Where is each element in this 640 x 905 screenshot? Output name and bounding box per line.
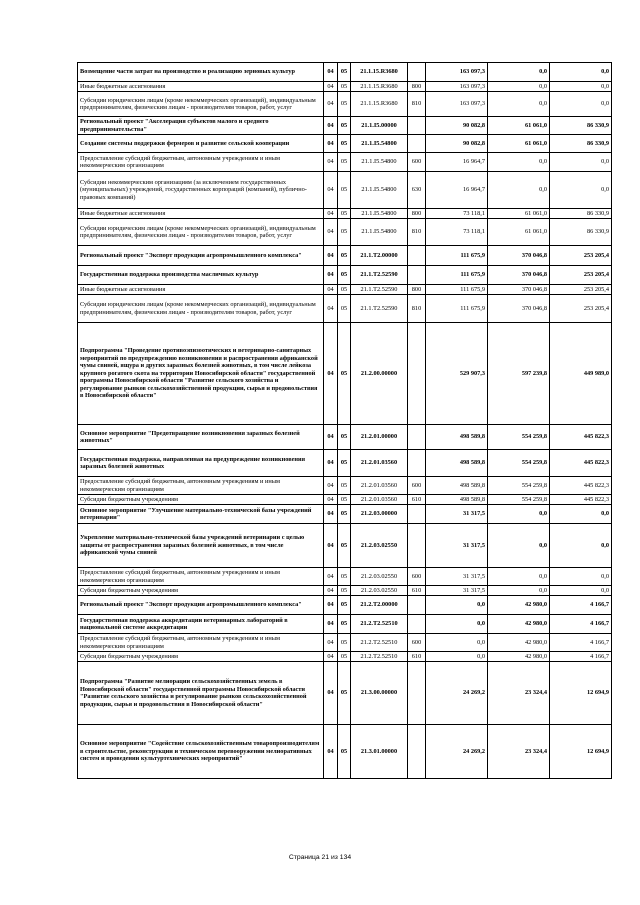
amount-year-2: 23 324,4 bbox=[488, 662, 550, 725]
target-article-code: 21.2.01.03560 bbox=[351, 477, 408, 495]
amount-year-1: 90 082,8 bbox=[426, 117, 488, 135]
expense-type-code: 810 bbox=[408, 92, 426, 117]
row-name: Иные бюджетные ассигнования bbox=[78, 82, 324, 92]
expense-type-code: 600 bbox=[408, 568, 426, 586]
amount-year-1: 498 589,8 bbox=[426, 425, 488, 450]
target-article-code: 21.1.T2.00000 bbox=[351, 246, 408, 266]
table-row bbox=[78, 652, 612, 662]
amount-year-1: 24 269,2 bbox=[426, 725, 488, 779]
target-article-code: 21.1.15.R3680 bbox=[351, 63, 408, 82]
amount-year-3: 4 166,7 bbox=[550, 596, 612, 615]
amount-year-2: 42 980,0 bbox=[488, 634, 550, 652]
amount-year-3: 0,0 bbox=[550, 153, 612, 172]
amount-year-2: 61 061,0 bbox=[488, 219, 550, 246]
expense-type-code: 610 bbox=[408, 652, 426, 662]
expense-type-code bbox=[408, 524, 426, 568]
amount-year-2: 0,0 bbox=[488, 153, 550, 172]
subsection-code: 05 bbox=[338, 652, 351, 662]
target-article-code: 21.1.T2.52590 bbox=[351, 295, 408, 323]
amount-year-3: 12 694,9 bbox=[550, 662, 612, 725]
subsection-code: 05 bbox=[338, 634, 351, 652]
amount-year-2: 42 980,0 bbox=[488, 596, 550, 615]
amount-year-3: 86 330,9 bbox=[550, 135, 612, 153]
target-article-code: 21.2.01.03560 bbox=[351, 495, 408, 505]
row-name: Региональный проект "Экспорт продукции агропромышленного комплекса" bbox=[78, 596, 324, 615]
subsection-code: 05 bbox=[338, 505, 351, 524]
amount-year-2: 370 046,8 bbox=[488, 266, 550, 285]
amount-year-3: 445 822,3 bbox=[550, 425, 612, 450]
section-code: 04 bbox=[324, 63, 338, 82]
subsection-code: 05 bbox=[338, 615, 351, 634]
subsection-code: 05 bbox=[338, 285, 351, 295]
section-code: 04 bbox=[324, 153, 338, 172]
amount-year-2: 554 259,8 bbox=[488, 425, 550, 450]
subsection-code: 05 bbox=[338, 568, 351, 586]
amount-year-1: 31 317,5 bbox=[426, 586, 488, 596]
table-row bbox=[78, 117, 612, 135]
table-row bbox=[78, 295, 612, 323]
section-code: 04 bbox=[324, 662, 338, 725]
amount-year-3: 0,0 bbox=[550, 505, 612, 524]
target-article-code: 21.2.T2.52510 bbox=[351, 652, 408, 662]
row-name: Основное мероприятие "Улучшение материально-технической базы учреждений ветеринарии" bbox=[78, 505, 324, 524]
amount-year-1: 73 118,1 bbox=[426, 219, 488, 246]
table-row bbox=[78, 153, 612, 172]
expense-type-code bbox=[408, 725, 426, 779]
target-article-code: 21.1.I5.54800 bbox=[351, 172, 408, 209]
section-code: 04 bbox=[324, 135, 338, 153]
table-row bbox=[78, 135, 612, 153]
amount-year-2: 554 259,8 bbox=[488, 477, 550, 495]
expense-type-code bbox=[408, 615, 426, 634]
amount-year-3: 0,0 bbox=[550, 568, 612, 586]
section-code: 04 bbox=[324, 285, 338, 295]
amount-year-1: 16 964,7 bbox=[426, 172, 488, 209]
table-row bbox=[78, 425, 612, 450]
amount-year-3: 4 166,7 bbox=[550, 634, 612, 652]
amount-year-1: 498 589,8 bbox=[426, 495, 488, 505]
subsection-code: 05 bbox=[338, 246, 351, 266]
amount-year-2: 61 061,0 bbox=[488, 209, 550, 219]
section-code: 04 bbox=[324, 596, 338, 615]
section-code: 04 bbox=[324, 568, 338, 586]
amount-year-3: 253 205,4 bbox=[550, 285, 612, 295]
budget-table bbox=[77, 62, 612, 779]
row-name: Предоставление субсидий бюджетным, автономным учреждениям и иным некоммерческим организациям bbox=[78, 634, 324, 652]
subsection-code: 05 bbox=[338, 63, 351, 82]
expense-type-code: 600 bbox=[408, 153, 426, 172]
subsection-code: 05 bbox=[338, 323, 351, 425]
row-name: Предоставление субсидий бюджетным, автономным учреждениям и иным некоммерческим организациям bbox=[78, 153, 324, 172]
section-code: 04 bbox=[324, 615, 338, 634]
row-name: Государственная поддержка, направленная на предупреждение возникновения заразных болезней животных bbox=[78, 450, 324, 477]
amount-year-1: 163 097,3 bbox=[426, 82, 488, 92]
amount-year-3: 253 205,4 bbox=[550, 266, 612, 285]
amount-year-3: 4 166,7 bbox=[550, 652, 612, 662]
amount-year-3: 86 330,9 bbox=[550, 209, 612, 219]
amount-year-2: 61 061,0 bbox=[488, 117, 550, 135]
amount-year-1: 163 097,3 bbox=[426, 92, 488, 117]
row-name: Субсидии некоммерческим организациям (за исключением государственных (муниципальных) учреждений, государственных корпораций (компаний), публично-правовых компаний) bbox=[78, 172, 324, 209]
subsection-code: 05 bbox=[338, 172, 351, 209]
amount-year-1: 111 675,9 bbox=[426, 285, 488, 295]
amount-year-1: 0,0 bbox=[426, 652, 488, 662]
target-article-code: 21.1.15.R3680 bbox=[351, 92, 408, 117]
amount-year-2: 0,0 bbox=[488, 568, 550, 586]
row-name: Субсидии бюджетным учреждениям bbox=[78, 652, 324, 662]
table-row bbox=[78, 662, 612, 725]
target-article-code: 21.1.I5.54800 bbox=[351, 209, 408, 219]
row-name: Подпрограмма "Проведение противоэпизоотических и ветеринарно-санитарных мероприятий по предупреждению возникновения и распространения африканской чумы свиней, ящура и других заразных болезней животных, в том числе лейкоза крупного рогатого скота на территории Новосибирской области" государственной программы Новосибирской области "Развитие сельского хозяйства и регулирование рынков сельскохозяйственной продукции, сырья и продовольствия в Новосибирской области" bbox=[78, 323, 324, 425]
amount-year-3: 0,0 bbox=[550, 63, 612, 82]
section-code: 04 bbox=[324, 117, 338, 135]
target-article-code: 21.1.T2.52590 bbox=[351, 266, 408, 285]
amount-year-2: 0,0 bbox=[488, 172, 550, 209]
table-row bbox=[78, 219, 612, 246]
expense-type-code bbox=[408, 63, 426, 82]
target-article-code: 21.2.T2.52510 bbox=[351, 615, 408, 634]
subsection-code: 05 bbox=[338, 92, 351, 117]
amount-year-1: 0,0 bbox=[426, 596, 488, 615]
amount-year-3: 445 822,3 bbox=[550, 477, 612, 495]
row-name: Государственная поддержка аккредитации ветеринарных лабораторий в национальной системе аккредитации bbox=[78, 615, 324, 634]
subsection-code: 05 bbox=[338, 117, 351, 135]
target-article-code: 21.1.I5.54800 bbox=[351, 153, 408, 172]
subsection-code: 05 bbox=[338, 82, 351, 92]
subsection-code: 05 bbox=[338, 450, 351, 477]
expense-type-code bbox=[408, 266, 426, 285]
subsection-code: 05 bbox=[338, 524, 351, 568]
amount-year-3: 0,0 bbox=[550, 92, 612, 117]
amount-year-3: 0,0 bbox=[550, 524, 612, 568]
table-row bbox=[78, 92, 612, 117]
table-row bbox=[78, 285, 612, 295]
expense-type-code: 610 bbox=[408, 495, 426, 505]
section-code: 04 bbox=[324, 172, 338, 209]
row-name: Иные бюджетные ассигнования bbox=[78, 285, 324, 295]
table-row bbox=[78, 495, 612, 505]
row-name: Иные бюджетные ассигнования bbox=[78, 209, 324, 219]
amount-year-1: 498 589,8 bbox=[426, 450, 488, 477]
table-row bbox=[78, 615, 612, 634]
document-page bbox=[77, 62, 611, 779]
section-code: 04 bbox=[324, 505, 338, 524]
expense-type-code: 610 bbox=[408, 586, 426, 596]
target-article-code: 21.2.01.00000 bbox=[351, 425, 408, 450]
table-row bbox=[78, 82, 612, 92]
section-code: 04 bbox=[324, 477, 338, 495]
subsection-code: 05 bbox=[338, 586, 351, 596]
expense-type-code: 800 bbox=[408, 285, 426, 295]
amount-year-1: 498 589,8 bbox=[426, 477, 488, 495]
amount-year-2: 370 046,8 bbox=[488, 285, 550, 295]
table-row bbox=[78, 172, 612, 209]
amount-year-1: 163 097,3 bbox=[426, 63, 488, 82]
subsection-code: 05 bbox=[338, 209, 351, 219]
table-row bbox=[78, 586, 612, 596]
amount-year-2: 370 046,8 bbox=[488, 295, 550, 323]
amount-year-3: 0,0 bbox=[550, 586, 612, 596]
table-row bbox=[78, 568, 612, 586]
expense-type-code bbox=[408, 246, 426, 266]
table-row bbox=[78, 63, 612, 82]
section-code: 04 bbox=[324, 209, 338, 219]
amount-year-3: 12 694,9 bbox=[550, 725, 612, 779]
row-name: Основное мероприятие "Содействие сельскохозяйственным товаропроизводителям в строительстве, реконструкции и техническом перевооружении мелиоративных систем и проведении культуртехнических мероприятий" bbox=[78, 725, 324, 779]
amount-year-2: 0,0 bbox=[488, 524, 550, 568]
row-name: Подпрограмма "Развитие мелиорации сельскохозяйственных земель в Новосибирской области" государственной программы Новосибирской области "Развитие сельского хозяйства и регулирование рынков сельскохозяйственной продукции, сырья и продовольствия в Новосибирской области" bbox=[78, 662, 324, 725]
section-code: 04 bbox=[324, 295, 338, 323]
table-row bbox=[78, 505, 612, 524]
amount-year-2: 61 061,0 bbox=[488, 135, 550, 153]
amount-year-2: 0,0 bbox=[488, 505, 550, 524]
section-code: 04 bbox=[324, 425, 338, 450]
subsection-code: 05 bbox=[338, 495, 351, 505]
expense-type-code: 630 bbox=[408, 172, 426, 209]
amount-year-1: 31 317,5 bbox=[426, 524, 488, 568]
amount-year-1: 31 317,5 bbox=[426, 505, 488, 524]
subsection-code: 05 bbox=[338, 425, 351, 450]
amount-year-1: 31 317,5 bbox=[426, 568, 488, 586]
target-article-code: 21.1.T2.52590 bbox=[351, 285, 408, 295]
amount-year-1: 111 675,9 bbox=[426, 246, 488, 266]
target-article-code: 21.2.03.02550 bbox=[351, 568, 408, 586]
expense-type-code: 600 bbox=[408, 634, 426, 652]
expense-type-code bbox=[408, 662, 426, 725]
expense-type-code bbox=[408, 117, 426, 135]
section-code: 04 bbox=[324, 82, 338, 92]
target-article-code: 21.2.03.00000 bbox=[351, 505, 408, 524]
table-row bbox=[78, 266, 612, 285]
amount-year-1: 24 269,2 bbox=[426, 662, 488, 725]
row-name: Субсидии бюджетным учреждениям bbox=[78, 586, 324, 596]
row-name: Региональный проект "Экспорт продукции агропромышленного комплекса" bbox=[78, 246, 324, 266]
expense-type-code: 800 bbox=[408, 82, 426, 92]
table-row bbox=[78, 323, 612, 425]
subsection-code: 05 bbox=[338, 662, 351, 725]
row-name: Субсидии юридическим лицам (кроме некоммерческих организаций), индивидуальным предпринимателям, физическим лицам - производителям товаров, работ, услуг bbox=[78, 295, 324, 323]
section-code: 04 bbox=[324, 524, 338, 568]
amount-year-1: 73 118,1 bbox=[426, 209, 488, 219]
section-code: 04 bbox=[324, 246, 338, 266]
subsection-code: 05 bbox=[338, 295, 351, 323]
section-code: 04 bbox=[324, 323, 338, 425]
row-name: Региональный проект "Акселерация субъектов малого и среднего предпринимательства" bbox=[78, 117, 324, 135]
subsection-code: 05 bbox=[338, 153, 351, 172]
table-body bbox=[78, 63, 612, 779]
table-row bbox=[78, 725, 612, 779]
row-name: Основное мероприятие "Предотвращение возникновения заразных болезней животных" bbox=[78, 425, 324, 450]
amount-year-2: 370 046,8 bbox=[488, 246, 550, 266]
amount-year-1: 90 082,8 bbox=[426, 135, 488, 153]
amount-year-2: 0,0 bbox=[488, 63, 550, 82]
amount-year-3: 0,0 bbox=[550, 172, 612, 209]
expense-type-code bbox=[408, 450, 426, 477]
target-article-code: 21.1.15.R3680 bbox=[351, 82, 408, 92]
amount-year-1: 0,0 bbox=[426, 634, 488, 652]
table-row bbox=[78, 477, 612, 495]
row-name: Субсидии юридическим лицам (кроме некоммерческих организаций), индивидуальным предпринимателям, физическим лицам - производителям товаров, работ, услуг bbox=[78, 219, 324, 246]
amount-year-2: 554 259,8 bbox=[488, 450, 550, 477]
subsection-code: 05 bbox=[338, 477, 351, 495]
amount-year-2: 42 980,0 bbox=[488, 615, 550, 634]
section-code: 04 bbox=[324, 652, 338, 662]
target-article-code: 21.3.01.00000 bbox=[351, 725, 408, 779]
target-article-code: 21.2.00.00000 bbox=[351, 323, 408, 425]
target-article-code: 21.2.T2.00000 bbox=[351, 596, 408, 615]
section-code: 04 bbox=[324, 219, 338, 246]
expense-type-code bbox=[408, 135, 426, 153]
table-row bbox=[78, 596, 612, 615]
target-article-code: 21.1.I5.00000 bbox=[351, 117, 408, 135]
subsection-code: 05 bbox=[338, 135, 351, 153]
expense-type-code bbox=[408, 596, 426, 615]
row-name: Субсидии бюджетным учреждениям bbox=[78, 495, 324, 505]
row-name: Создание системы поддержки фермеров и развитие сельской кооперации bbox=[78, 135, 324, 153]
section-code: 04 bbox=[324, 266, 338, 285]
row-name: Субсидии юридическим лицам (кроме некоммерческих организаций), индивидуальным предпринимателям, физическим лицам - производителям товаров, работ, услуг bbox=[78, 92, 324, 117]
section-code: 04 bbox=[324, 634, 338, 652]
row-name: Предоставление субсидий бюджетным, автономным учреждениям и иным некоммерческим организациям bbox=[78, 568, 324, 586]
amount-year-3: 86 330,9 bbox=[550, 117, 612, 135]
target-article-code: 21.3.00.00000 bbox=[351, 662, 408, 725]
expense-type-code bbox=[408, 323, 426, 425]
amount-year-2: 554 259,8 bbox=[488, 495, 550, 505]
amount-year-2: 23 324,4 bbox=[488, 725, 550, 779]
amount-year-3: 86 330,9 bbox=[550, 219, 612, 246]
subsection-code: 05 bbox=[338, 266, 351, 285]
amount-year-1: 0,0 bbox=[426, 615, 488, 634]
amount-year-3: 445 822,3 bbox=[550, 450, 612, 477]
target-article-code: 21.2.03.02550 bbox=[351, 586, 408, 596]
row-name: Укрепление материально-технической базы учреждений ветеринарии с целью защиты от распространения заразных болезней животных, в том числе африканской чумы свиней bbox=[78, 524, 324, 568]
section-code: 04 bbox=[324, 495, 338, 505]
expense-type-code: 810 bbox=[408, 219, 426, 246]
amount-year-3: 253 205,4 bbox=[550, 295, 612, 323]
amount-year-3: 449 989,0 bbox=[550, 323, 612, 425]
amount-year-1: 16 964,7 bbox=[426, 153, 488, 172]
section-code: 04 bbox=[324, 450, 338, 477]
section-code: 04 bbox=[324, 725, 338, 779]
target-article-code: 21.1.I5.54800 bbox=[351, 219, 408, 246]
subsection-code: 05 bbox=[338, 596, 351, 615]
amount-year-2: 597 239,8 bbox=[488, 323, 550, 425]
expense-type-code: 800 bbox=[408, 209, 426, 219]
table-row bbox=[78, 209, 612, 219]
amount-year-1: 111 675,9 bbox=[426, 266, 488, 285]
amount-year-3: 445 822,3 bbox=[550, 495, 612, 505]
page-footer: Страница 21 из 134 bbox=[288, 854, 352, 861]
expense-type-code bbox=[408, 505, 426, 524]
row-name: Предоставление субсидий бюджетным, автономным учреждениям и иным некоммерческим организациям bbox=[78, 477, 324, 495]
amount-year-3: 4 166,7 bbox=[550, 615, 612, 634]
table-row bbox=[78, 450, 612, 477]
target-article-code: 21.2.03.02550 bbox=[351, 524, 408, 568]
amount-year-3: 253 205,4 bbox=[550, 246, 612, 266]
target-article-code: 21.1.I5.54800 bbox=[351, 135, 408, 153]
target-article-code: 21.2.T2.52510 bbox=[351, 634, 408, 652]
subsection-code: 05 bbox=[338, 725, 351, 779]
amount-year-1: 529 907,3 bbox=[426, 323, 488, 425]
expense-type-code bbox=[408, 425, 426, 450]
amount-year-2: 0,0 bbox=[488, 586, 550, 596]
amount-year-3: 0,0 bbox=[550, 82, 612, 92]
table-row bbox=[78, 246, 612, 266]
target-article-code: 21.2.01.03560 bbox=[351, 450, 408, 477]
section-code: 04 bbox=[324, 586, 338, 596]
row-name: Государственная поддержка производства масличных культур bbox=[78, 266, 324, 285]
table-row bbox=[78, 524, 612, 568]
expense-type-code: 810 bbox=[408, 295, 426, 323]
expense-type-code: 600 bbox=[408, 477, 426, 495]
amount-year-2: 42 980,0 bbox=[488, 652, 550, 662]
table-row bbox=[78, 634, 612, 652]
subsection-code: 05 bbox=[338, 219, 351, 246]
row-name: Возмещение части затрат на производство и реализацию зерновых культур bbox=[78, 63, 324, 82]
amount-year-2: 0,0 bbox=[488, 92, 550, 117]
amount-year-2: 0,0 bbox=[488, 82, 550, 92]
amount-year-1: 111 675,9 bbox=[426, 295, 488, 323]
section-code: 04 bbox=[324, 92, 338, 117]
